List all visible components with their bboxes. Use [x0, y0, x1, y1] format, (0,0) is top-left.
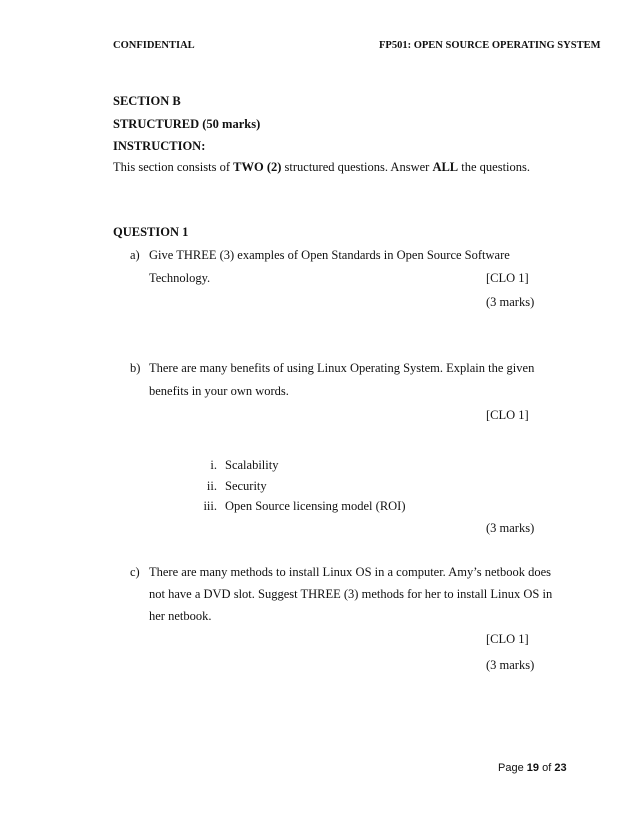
header-left: CONFIDENTIAL	[113, 40, 195, 51]
question-c-line1: There are many methods to install Linux OS in a computer. Amy’s netbook does	[149, 565, 552, 579]
question-b-line1: There are many benefits of using Linux Operating System. Explain the given	[149, 361, 535, 375]
question-b-line2: benefits in your own words.	[149, 384, 289, 398]
page-number: 19	[526, 762, 540, 774]
header-right: FP501: OPEN SOURCE OPERATING SYSTEM	[379, 40, 601, 51]
question-a-marks: (3 marks)	[486, 295, 535, 309]
question-c-marker: c)	[130, 565, 140, 579]
instruction-mid: structured questions. Answer	[281, 160, 433, 174]
question-b-clo: [CLO 1]	[486, 408, 529, 422]
question-a-line1: Give THREE (3) examples of Open Standards in Open Source Software	[149, 248, 510, 262]
page-word: Page	[498, 762, 524, 774]
instruction-bold-all: ALL	[432, 160, 459, 174]
list-item-text: Scalability	[225, 458, 279, 472]
instruction-bold-count: TWO (2)	[233, 160, 282, 174]
question-c-line3: her netbook.	[149, 609, 212, 623]
instruction-post: the questions.	[458, 160, 531, 174]
question-title: QUESTION 1	[113, 225, 189, 239]
question-a-line2: Technology.	[149, 271, 211, 285]
question-b-marker: b)	[130, 361, 141, 375]
instruction-text	[113, 160, 530, 175]
question-a-clo: [CLO 1]	[486, 271, 529, 285]
section-title: SECTION B	[113, 94, 181, 108]
instruction-label: INSTRUCTION:	[113, 139, 206, 153]
page-total: 23	[554, 762, 567, 774]
list-item-number: ii.	[206, 479, 217, 493]
question-a-marker: a)	[130, 248, 140, 262]
question-c-line2: not have a DVD slot. Suggest THREE (3) methods for her to install Linux OS in	[149, 587, 553, 601]
list-item-text: Open Source licensing model (ROI)	[225, 499, 406, 513]
list-item-text: Security	[225, 479, 267, 493]
page-footer	[498, 762, 567, 774]
list-item-number: iii.	[203, 499, 217, 513]
question-c-clo: [CLO 1]	[486, 632, 529, 646]
question-c-marks: (3 marks)	[486, 658, 535, 672]
question-b-marks: (3 marks)	[486, 521, 535, 535]
section-subtitle: STRUCTURED (50 marks)	[113, 117, 261, 131]
instruction-pre: This section consists of	[113, 160, 234, 174]
list-item-number: i.	[210, 458, 217, 472]
of-word: of	[542, 762, 552, 774]
